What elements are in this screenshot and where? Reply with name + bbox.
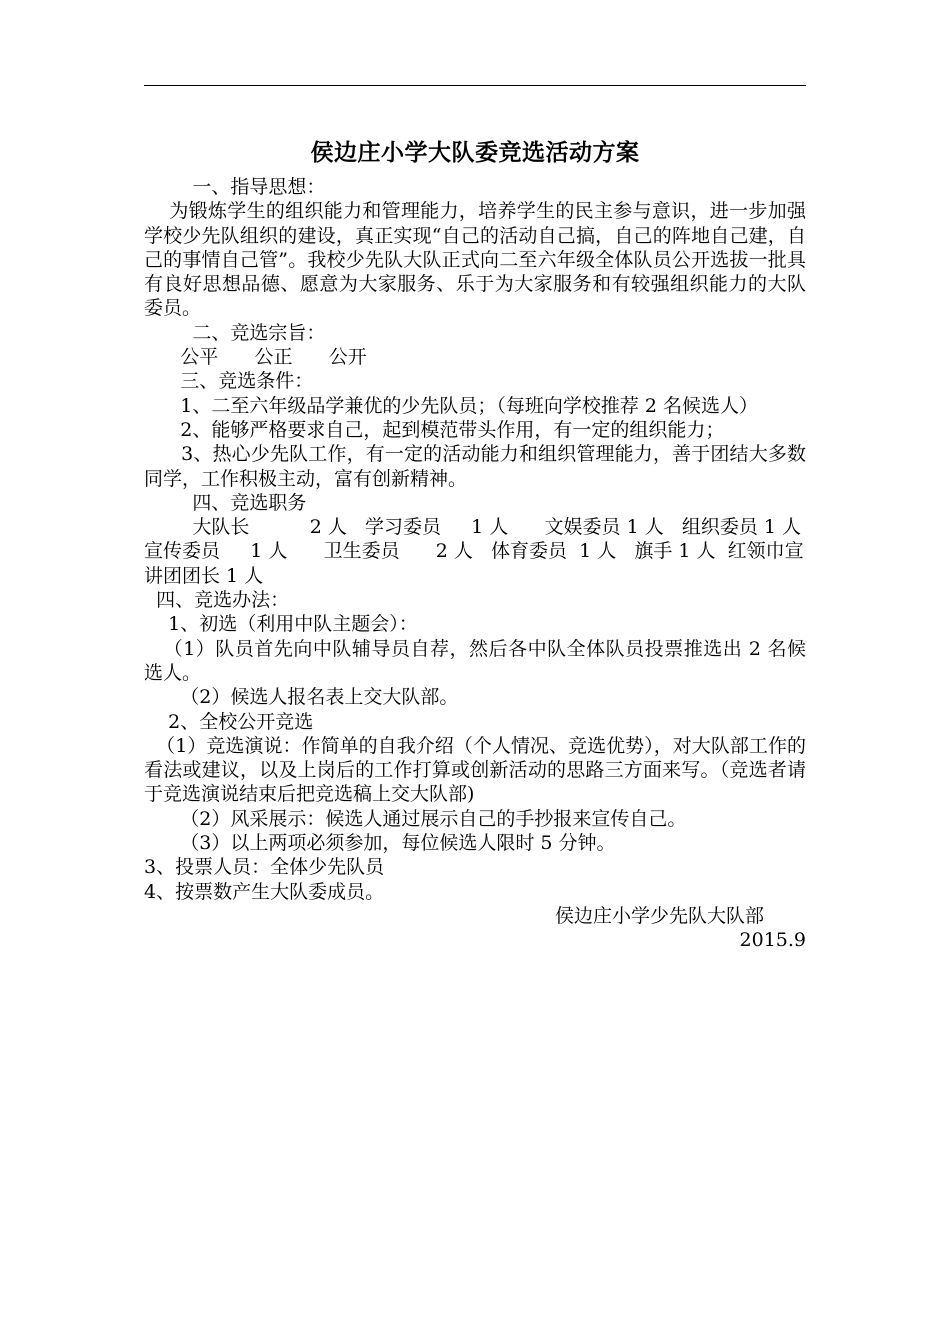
document-body (144, 175, 806, 953)
voters: 3、投票人员：全体少先队员 (144, 856, 385, 879)
heading-guiding-ideology: 一、指导思想： (144, 176, 326, 198)
method-school-election: 2、全校公开竞选 (144, 710, 314, 733)
election-principles: 公平 公正 公开 (144, 346, 367, 369)
condition-3: 3、热心少先队工作，有一定的活动能力和组织管理能力，善于团结大多数同学，工作积极主动，富有创新精神。 (144, 443, 806, 490)
method-preliminary-step-2: （2）候选人报名表上交大队部。 (144, 686, 459, 709)
heading-election-method: 四、竞选办法： (144, 589, 290, 612)
heading-election-positions: 四、竞选职务 (144, 491, 307, 514)
method-time-limit: （3）以上两项必须参加，每位候选人限时 5 分钟。 (144, 832, 616, 855)
signature: 侯边庄小学少先队大队部 (554, 904, 764, 927)
condition-1: 1、二至六年级品学兼优的少先队员；（每班向学校推荐 2 名候选人） (144, 394, 759, 417)
method-preliminary: 1、初选（利用中队主题会）： (144, 613, 418, 636)
positions-line-2: 宣传委员 1 人 卫生委员 2 人 体育委员 1 人 旗手 1 人 红领巾宣讲团团长 1 人 (144, 540, 804, 587)
result-method: 4、按票数产生大队委成员。 (144, 880, 385, 903)
positions-line-1: 大队长 2 人 学习委员 1 人 文娱委员 1 人 组织委员 1 人 (144, 516, 801, 539)
header-rule (144, 85, 806, 86)
condition-2: 2、能够严格要求自己，起到模范带头作用，有一定的组织能力； (144, 418, 725, 441)
method-speech: （1）竞选演说：作简单的自我介绍（个人情况、竞选优势），对大队部工作的看法或建议，以及上岗后的工作打算或创新活动的思路三方面来写。（竞选者请于竞选演说结束后把竞选稿上交大队部) (144, 734, 806, 806)
heading-election-purpose: 二、竞选宗旨： (144, 321, 326, 344)
heading-election-conditions: 三、竞选条件： (144, 370, 314, 393)
method-preliminary-step-1: （1）队员首先向中队辅导员自荐，然后各中队全体队员投票推选出 2 名候选人。 (144, 637, 806, 684)
paragraph-guiding-ideology: 为锻炼学生的组织能力和管理能力，培养学生的民主参与意识，进一步加强学校少先队组织的建设，真正实现“自己的活动自己搞，自己的阵地自己建，自己的事情自己管”。我校少先队大队正式向二至六年级全体队员公开选拔一批具有良好思想品德、愿意为大家服务、乐于为大家服务和有较强组织能力的大队委员。 (144, 200, 806, 320)
document-title: 侯边庄小学大队委竞选活动方案 (310, 139, 640, 166)
date: 2015.9 (739, 929, 806, 952)
method-showcase: （2）风采展示：候选人通过展示自己的手抄报来宣传自己。 (144, 807, 687, 830)
